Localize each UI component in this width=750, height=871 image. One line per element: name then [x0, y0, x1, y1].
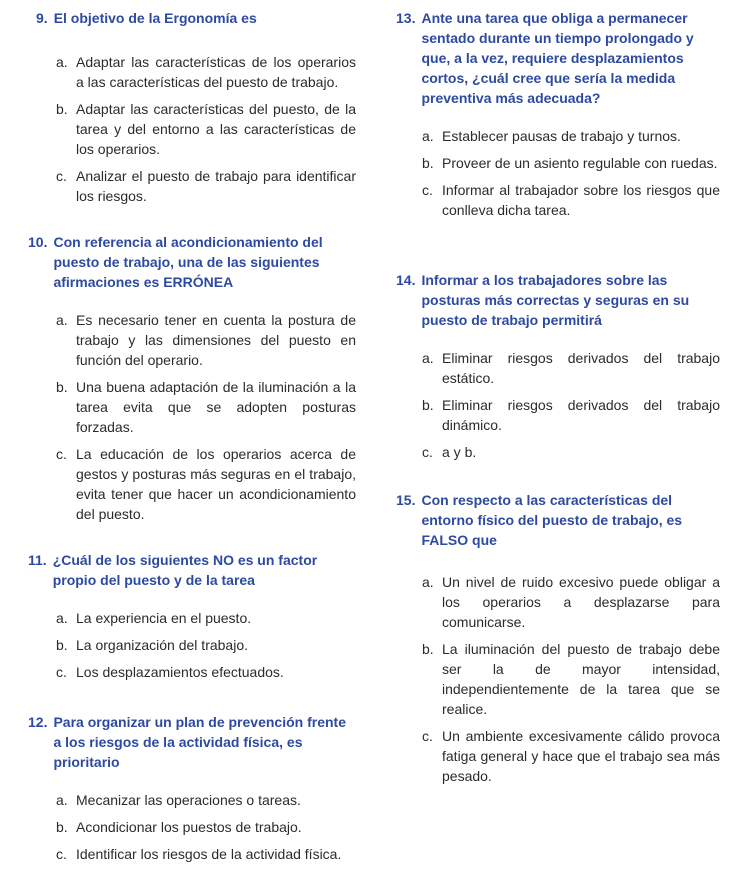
option-b[interactable]: [422, 153, 720, 173]
option-letter: b.: [56, 637, 68, 653]
option-text: Identificar los riesgos de la actividad física.: [76, 846, 342, 862]
option-text: Una buena adaptación de la iluminación a la tarea evita que se adopten posturas forzadas.: [76, 379, 356, 435]
question-heading: [28, 550, 356, 590]
option-text: Mecanizar las operaciones o tareas.: [76, 792, 301, 808]
option-text: Eliminar riesgos derivados del trabajo estático.: [442, 350, 720, 386]
option-text: Un ambiente excesivamente cálido provoca fatiga general y hace que el trabajo sea más pesado.: [442, 728, 720, 784]
option-text: Los desplazamientos efectuados.: [76, 664, 284, 680]
option-a[interactable]: [422, 572, 720, 632]
question-text: Con referencia al acondicionamiento del puesto de trabajo, una de las siguientes afirmaciones es ERRÓNEA: [53, 234, 323, 290]
option-letter: a.: [56, 610, 68, 626]
option-text: La educación de los operarios acerca de gestos y posturas más seguras en el trabajo, evita tener que hacer un acondicionamiento del puesto.: [76, 446, 356, 522]
option-c[interactable]: [56, 662, 356, 682]
option-text: Adaptar las características de los operarios a las características del puesto de trabajo.: [76, 54, 356, 90]
option-text: Un nivel de ruido excesivo puede obligar a los operarios a desplazarse para comunicarse.: [442, 574, 720, 630]
question-number: 9.: [36, 10, 48, 26]
option-letter: a.: [56, 792, 68, 808]
option-text: Analizar el puesto de trabajo para identificar los riesgos.: [76, 168, 356, 204]
question-heading: [36, 8, 356, 28]
option-c[interactable]: [422, 180, 720, 220]
question-text: Con respecto a las características del entorno físico del puesto de trabajo, es FALSO que: [421, 492, 683, 548]
option-a[interactable]: [56, 790, 356, 810]
option-letter: b.: [56, 819, 68, 835]
option-letter: b.: [56, 101, 68, 117]
question-heading: [396, 8, 720, 108]
option-letter: b.: [422, 641, 434, 657]
option-letter: b.: [56, 379, 68, 395]
option-letter: a.: [422, 350, 434, 366]
option-letter: a.: [422, 128, 434, 144]
question-12: [28, 712, 356, 871]
option-a[interactable]: [56, 52, 356, 92]
option-a[interactable]: [422, 348, 720, 388]
question-number: 12.: [28, 714, 48, 730]
option-text: Acondicionar los puestos de trabajo.: [76, 819, 302, 835]
question-10: [28, 232, 356, 531]
question-number: 11.: [28, 552, 47, 568]
option-a[interactable]: [56, 608, 356, 628]
question-heading: [396, 490, 720, 550]
question-heading: [396, 270, 720, 330]
option-letter: b.: [422, 155, 434, 171]
question-text: Para organizar un plan de prevención frente a los riesgos de la actividad física, es prioritario: [53, 714, 346, 770]
option-text: La experiencia en el puesto.: [76, 610, 252, 626]
question-11: [28, 550, 356, 689]
option-letter: a.: [56, 54, 68, 70]
question-9: [36, 8, 356, 213]
option-letter: c.: [422, 728, 433, 744]
question-number: 14.: [396, 272, 416, 288]
option-c[interactable]: [56, 844, 356, 864]
option-text: La organización del trabajo.: [76, 637, 249, 653]
option-text: Es necesario tener en cuenta la postura de trabajo y las dimensiones del puesto en función del operario.: [76, 312, 356, 368]
question-heading: [28, 712, 356, 772]
option-a[interactable]: [422, 126, 720, 146]
question-number: 10.: [28, 234, 48, 250]
option-letter: a.: [56, 312, 68, 328]
option-text: Establecer pausas de trabajo y turnos.: [442, 128, 681, 144]
option-b[interactable]: [56, 99, 356, 159]
option-letter: b.: [422, 397, 434, 413]
option-letter: c.: [56, 168, 67, 184]
question-text: El objetivo de la Ergonomía es: [53, 10, 257, 26]
option-text: a y b.: [442, 444, 477, 460]
option-text: La iluminación del puesto de trabajo debe ser la de mayor intensidad, independientemente de la tarea que se realice.: [442, 641, 720, 717]
option-b[interactable]: [56, 635, 356, 655]
option-b[interactable]: [422, 639, 720, 719]
option-a[interactable]: [56, 310, 356, 370]
option-letter: c.: [56, 664, 67, 680]
question-14: [396, 270, 720, 469]
question-heading: [28, 232, 356, 292]
question-13: [396, 8, 720, 227]
option-c[interactable]: [56, 444, 356, 524]
option-letter: c.: [56, 446, 67, 462]
question-text: Ante una tarea que obliga a permanecer sentado durante un tiempo prolongado y que, a la vez, requiere desplazamientos cortos, ¿cuál cree que sería la medida preventiva más adecuada?: [421, 10, 694, 106]
option-b[interactable]: [422, 395, 720, 435]
question-number: 15.: [396, 492, 416, 508]
question-number: 13.: [396, 10, 416, 26]
question-text: Informar a los trabajadores sobre las posturas más correctas y seguras en su puesto de trabajo permitirá: [421, 272, 690, 328]
option-letter: c.: [56, 846, 67, 862]
option-c[interactable]: [56, 166, 356, 206]
option-text: Informar al trabajador sobre los riesgos que conlleva dicha tarea.: [442, 182, 720, 218]
option-text: Eliminar riesgos derivados del trabajo dinámico.: [442, 397, 720, 433]
option-letter: c.: [422, 182, 433, 198]
option-c[interactable]: [422, 442, 720, 462]
option-letter: a.: [422, 574, 434, 590]
option-text: Proveer de un asiento regulable con ruedas.: [442, 155, 718, 171]
option-letter: c.: [422, 444, 433, 460]
question-text: ¿Cuál de los siguientes NO es un factor propio del puesto y de la tarea: [52, 552, 318, 588]
option-b[interactable]: [56, 817, 356, 837]
option-c[interactable]: [422, 726, 720, 786]
question-15: [396, 490, 720, 793]
option-text: Adaptar las características del puesto, de la tarea y del entorno a las características de los operarios.: [76, 101, 356, 157]
option-b[interactable]: [56, 377, 356, 437]
